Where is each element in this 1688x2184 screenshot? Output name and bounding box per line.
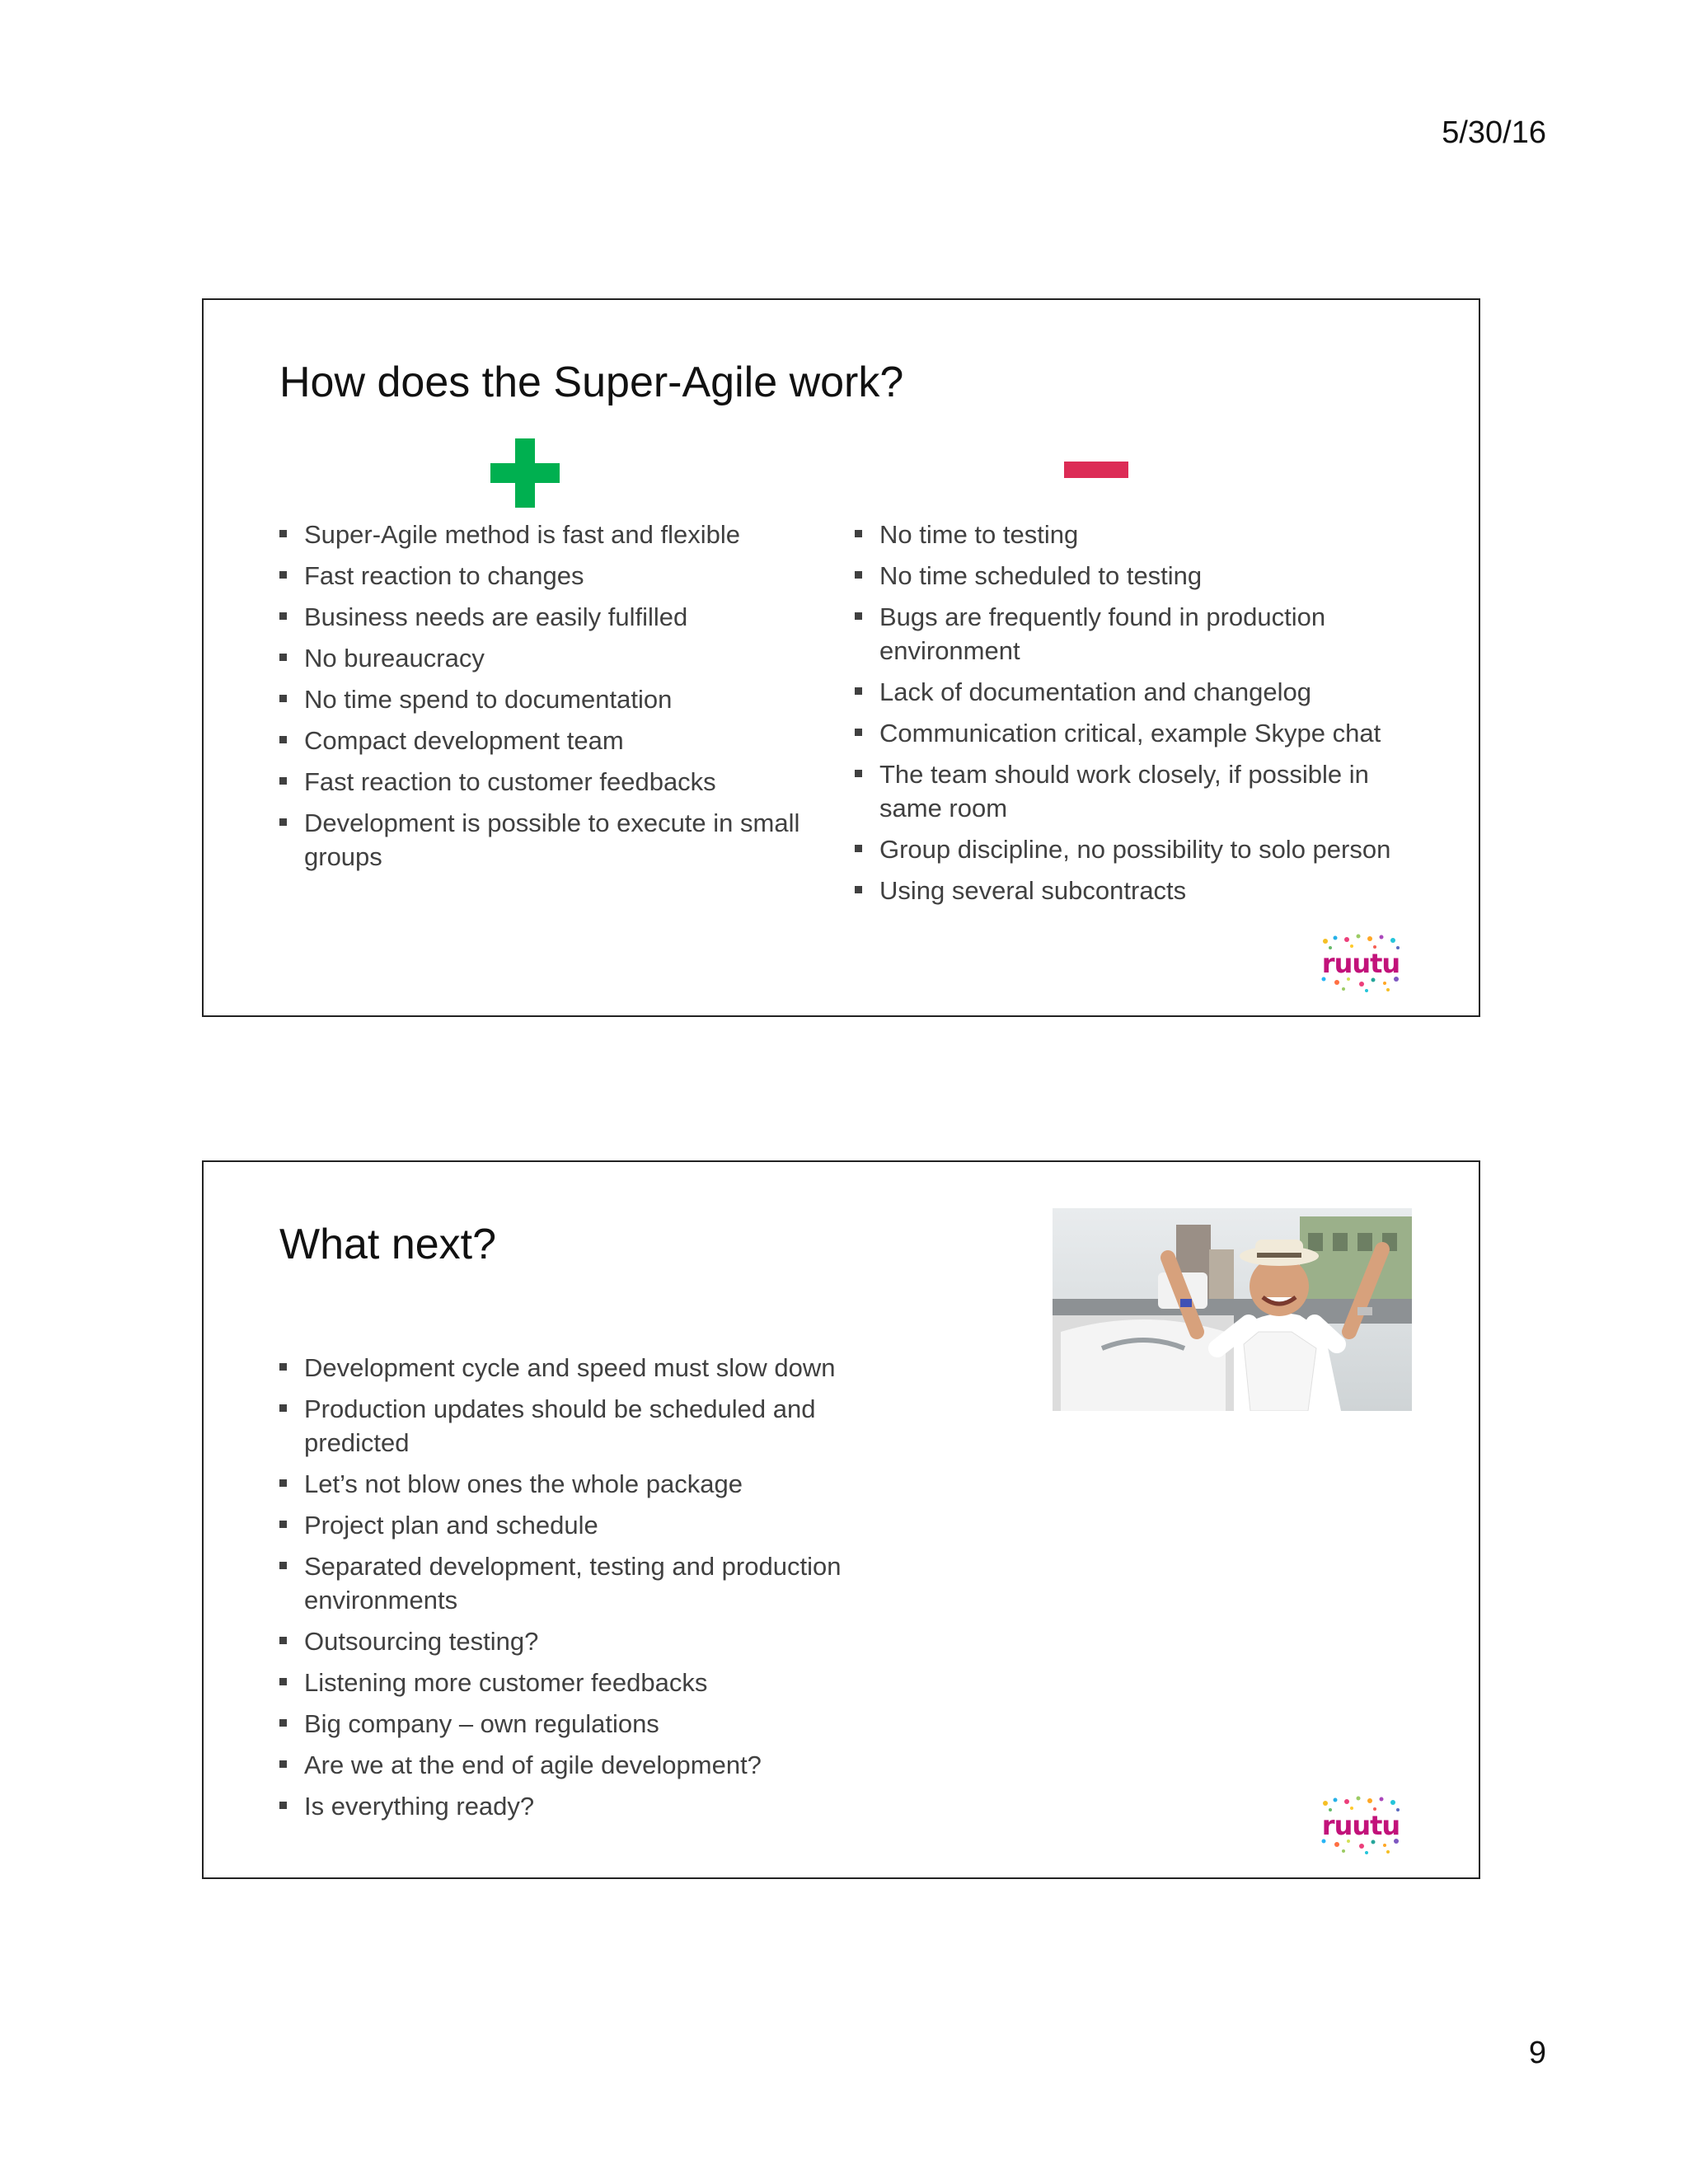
- list-item: Separated development, testing and production environments: [279, 1549, 873, 1617]
- slide-title: What next?: [279, 1221, 497, 1268]
- list-item: Fast reaction to changes: [279, 559, 807, 593]
- page-number: 9: [1528, 2036, 1546, 2070]
- list-item: No time scheduled to testing: [855, 559, 1415, 593]
- logo-text: ruutu: [1321, 948, 1400, 979]
- list-item: No time to testing: [855, 518, 1415, 551]
- pros-list: [279, 518, 807, 881]
- slide-super-agile: [202, 298, 1480, 1017]
- page-date: 5/30/16: [1442, 115, 1546, 150]
- list-item: Compact development team: [279, 724, 807, 757]
- list-item: Listening more customer feedbacks: [279, 1666, 873, 1699]
- list-item: Business needs are easily fulfilled: [279, 600, 807, 634]
- list-item: Lack of documentation and changelog: [855, 675, 1415, 709]
- list-item: Let’s not blow ones the whole package: [279, 1467, 873, 1501]
- list-item: Project plan and schedule: [279, 1508, 873, 1542]
- next-steps-list: [279, 1351, 873, 1830]
- list-item: Are we at the end of agile development?: [279, 1748, 873, 1782]
- ruutu-logo: [1315, 930, 1406, 996]
- list-item: Bugs are frequently found in production environment: [855, 600, 1415, 668]
- slide-what-next: [202, 1160, 1480, 1879]
- photo-man-in-car: [1053, 1208, 1412, 1411]
- slide-title: How does the Super-Agile work?: [279, 359, 904, 406]
- list-item: No time spend to documentation: [279, 682, 807, 716]
- plus-icon: [490, 438, 560, 508]
- list-item: Group discipline, no possibility to solo person: [855, 832, 1415, 866]
- list-item: No bureaucracy: [279, 641, 807, 675]
- list-item: Fast reaction to customer feedbacks: [279, 765, 807, 799]
- list-item: Production updates should be scheduled and predicted: [279, 1392, 873, 1460]
- list-item: Big company – own regulations: [279, 1707, 873, 1741]
- list-item: Communication critical, example Skype chat: [855, 716, 1415, 750]
- list-item: Using several subcontracts: [855, 874, 1415, 907]
- minus-icon: [1064, 462, 1128, 478]
- logo-text: ruutu: [1321, 1810, 1400, 1841]
- list-item: The team should work closely, if possible in same room: [855, 757, 1415, 825]
- ruutu-logo: [1315, 1792, 1406, 1858]
- list-item: Super-Agile method is fast and flexible: [279, 518, 807, 551]
- cons-list: [855, 518, 1415, 915]
- list-item: Development is possible to execute in small groups: [279, 806, 807, 874]
- list-item: Outsourcing testing?: [279, 1624, 873, 1658]
- list-item: Is everything ready?: [279, 1789, 873, 1823]
- list-item: Development cycle and speed must slow down: [279, 1351, 873, 1385]
